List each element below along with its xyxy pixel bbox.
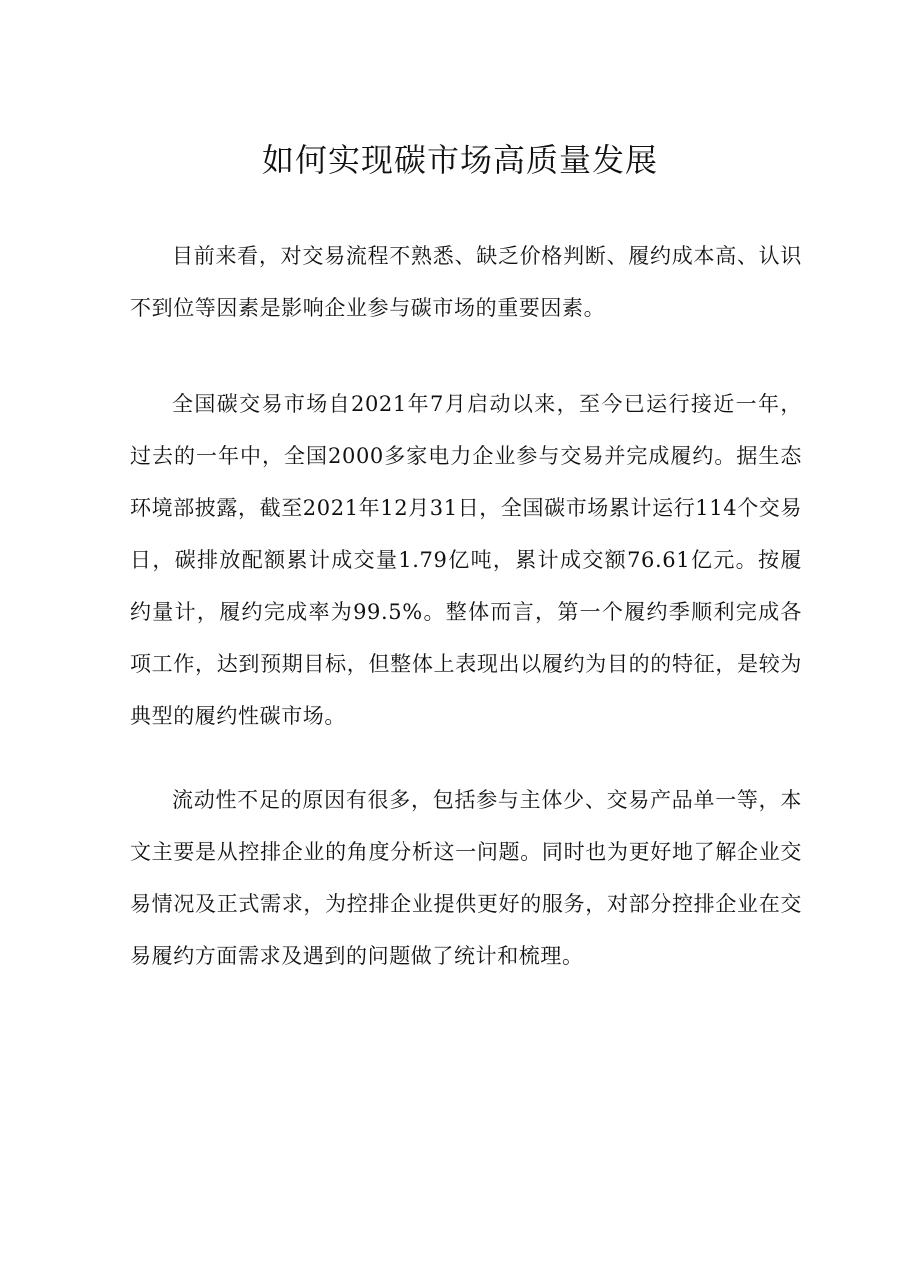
paragraph-3: 流动性不足的原因有很多，包括参与主体少、交易产品单一等，本文主要是从控排企业的角度分析这一问题。同时也为更好地了解企业交易情况及正式需求，为控排企业提供更好的服务，对部分控排企业在交易履约方面需求及遇到的问题做了统计和梳理。: [130, 788, 802, 968]
page-title: 如何实现碳市场高质量发展: [261, 141, 658, 179]
paragraph-2: 全国碳交易市场自2021年7月启动以来，至今已运行接近一年，过去的一年中，全国2000多家电力企业参与交易并完成履约。据生态环境部披露，截至2021年12月31日，全国碳市场累计运行114个交易日，碳排放配额累计成交量1.79亿吨，累计成交额76.61亿元。按履约量计，履约完成率为99.5%。整体而言，第一个履约季顺利完成各项工作，达到预期目标，但整体上表现出以履约为目的的特征，是较为典型的履约性碳市场。: [130, 392, 802, 728]
paragraph-1: 目前来看，对交易流程不熟悉、缺乏价格判断、履约成本高、认识不到位等因素是影响企业参与碳市场的重要因素。: [130, 244, 802, 320]
